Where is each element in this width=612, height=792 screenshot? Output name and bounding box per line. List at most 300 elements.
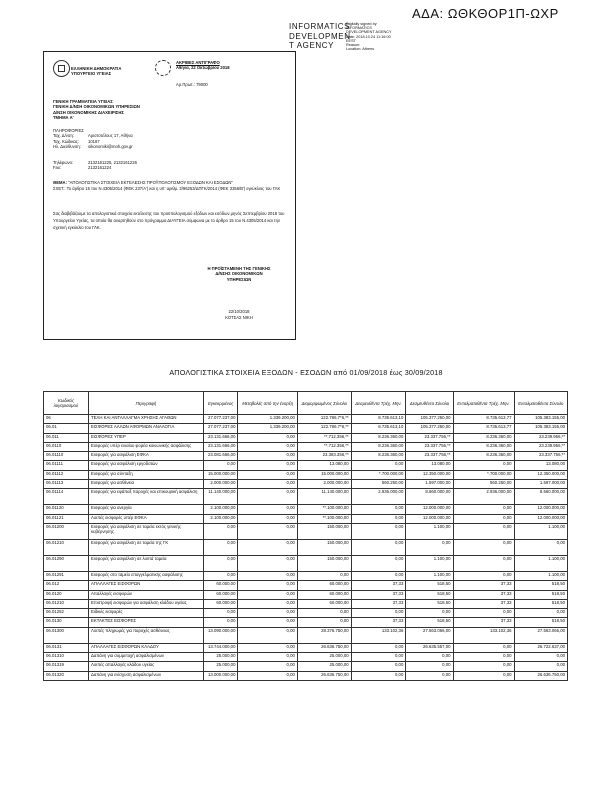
account-code: 06.0110 [44,442,89,451]
table-header-row [44,392,568,415]
amount-cell: 0,00 [238,480,297,489]
amount-cell: 8.236.360,00 [453,452,514,461]
amount-cell: 0,00 [514,662,568,671]
contact-row: ΠΛΗΡΟΦΟΡΙΕΣ [53,128,84,133]
amount-cell: 0,00 [453,653,514,662]
account-description: Εισφορές για ασφάλιση σε ταμεία εκτός γενικής κυβέρνησης [89,523,204,539]
amount-cell: 26.636.750,00 [297,643,351,652]
amount-cell: 1.100,00 [514,571,568,580]
amount-cell: 0,00 [351,514,406,523]
amount-cell: 23.383.356,** [297,452,351,461]
amount-cell: 12.000.000,00 [514,505,568,514]
table-row [44,539,568,555]
amount-cell: 0,00 [204,618,238,627]
account-code: 06.01121 [44,514,89,523]
amount-cell: 8.660.000,00 [406,489,453,505]
signature-title [194,266,284,282]
amount-cell: 8.236.360,00 [351,442,406,451]
amount-cell: 13.090.000,00 [204,627,238,643]
column-header: Κωδικός λογαριασμού [44,392,89,415]
amount-cell: 0,00 [351,609,406,618]
heading-line: ΥΠΟΥΡΓΕΙΟ ΥΓΕΙΑΣ [71,71,112,77]
amount-cell: 0,00 [238,442,297,451]
amount-cell: 13.744.000,00 [204,643,238,652]
amount-cell: 0,00 [204,523,238,539]
account-description: Απαλλαγές εισφορών [89,590,204,599]
phone-row: Fax: 2132161224 [53,165,112,171]
amount-cell: 133.102,36 [351,627,406,643]
account-description: ΑΠΑΛΛΑΓΕΣ ΕΙΣΦΟΡΩΝ ΚΛΑΔΟΥ [89,643,204,652]
account-code: 06.01120 [44,505,89,514]
amount-cell: 12.350.000,00 [514,470,568,479]
table-row [44,618,568,627]
heading-line: ΕΛΛΗΝΙΚΗ ΔΗΜΟΚΡΑΤΙΑ [71,66,122,71]
amount-cell: 0,00 [351,662,406,671]
amount-cell: 0,00 [238,555,297,571]
account-description: Εισφορές για ασφάλιση ΕΦΚΑ [89,452,204,461]
table-row [44,671,568,680]
financial-table [43,391,568,681]
amount-cell: *.700.000,00 [453,470,514,479]
account-description: ΤΕΛΗ ΚΑΙ ΑΝΤΑΛΛΑΓΜΑ ΧΡΗΣΗΣ ΑΓΑΘΩΝ [89,415,204,424]
amount-cell: 518,50 [406,590,453,599]
amount-cell: 8.236.360,00 [351,433,406,442]
account-code: 06 [44,415,89,424]
amount-cell: 0,00 [238,671,297,680]
amount-cell: 0,00 [238,618,297,627]
signature-line: DEVELOPMENT AGENCY [346,30,392,35]
amount-cell: 26.636.750,00 [514,671,568,680]
amount-cell: 37,33 [453,599,514,608]
amount-cell: 8.735.613,10 [351,424,406,433]
amount-cell: 13.080,00 [297,461,351,470]
amount-cell: 37,33 [453,581,514,590]
table-row [44,415,568,424]
amount-cell: 23.131.666,00 [204,442,238,451]
amount-cell: 0,00 [238,523,297,539]
account-code: 06.01319 [44,662,89,671]
amount-cell: 8.236.360,00 [453,442,514,451]
amount-cell: 60.000,00 [204,581,238,590]
amount-cell: 0,00 [514,609,568,618]
amount-cell: 2.100.000,00 [204,514,238,523]
account-code: 06.01200 [44,523,89,539]
amount-cell: 122.786.7*6,** [297,415,351,424]
table-row [44,643,568,652]
signature-title-line: ΥΠΗΡΕΣΙΩΝ [226,276,252,282]
table-row [44,505,568,514]
table-row [44,514,568,523]
amount-cell: 0,00 [238,653,297,662]
amount-cell: 0,00 [453,571,514,580]
phone-row: Τηλέφωνο: 2132161225, 2132161226 [53,160,137,165]
amount-cell: 0,00 [238,581,297,590]
amount-cell: 518,50 [406,599,453,608]
account-code: 06.01290 [44,555,89,571]
table-row [44,555,568,571]
amount-cell: 23.337.756,** [406,442,453,451]
amount-cell: 0,00 [238,599,297,608]
amount-cell: 0,00 [238,609,297,618]
amount-cell: 0,00 [351,523,406,539]
protocol-number: Αρ.Πρωτ.: 79000 [176,82,208,87]
account-code: 06.01310 [44,653,89,662]
amount-cell: 518,50 [514,599,568,608]
amount-cell: 0,00 [453,662,514,671]
amount-cell: 0,00 [453,523,514,539]
account-code: 06.01110 [44,452,89,461]
column-header: Εγκεκριμένος [204,392,238,415]
amount-cell: 15.000.000,00 [297,470,351,479]
amount-cell: 13.000.000,00 [204,671,238,680]
amount-cell: 105.383.155,00 [514,415,568,424]
amount-cell: 1.100,00 [406,555,453,571]
account-description: Εισφορές για ανεργία [89,505,204,514]
amount-cell: 0,00 [204,539,238,555]
account-description: ΕΙΣΦΟΡΕΣ ΑΛΛΩΝ ΑΦΟΡΜΩΝ ΑΝΑΛΟΓΙΑ [89,424,204,433]
amount-cell: 0,00 [351,653,406,662]
account-code: 06.01111 [44,461,89,470]
subject-block [53,180,289,185]
amount-cell: 0,00 [238,571,297,580]
amount-cell: **.712.356,** [297,433,351,442]
amount-cell: 1.100,00 [514,523,568,539]
amount-cell: 27.563.066,00 [514,627,568,643]
amount-cell: 37,33 [351,599,406,608]
amount-cell: 1.100,00 [406,523,453,539]
signature-line: Date: 2018.10.24 11:16:00 [346,34,391,39]
amount-cell: 60.000,00 [297,581,351,590]
amount-cell: 13.080,00 [514,461,568,470]
agency-line: INFORMATICS [289,22,351,31]
amount-cell: 0,00 [351,671,406,680]
amount-cell: 0,00 [453,671,514,680]
account-code: 06.01300 [44,627,89,643]
account-description: Εισφορές υπέρ ενιαίου φορέα κοινωνικής ασφάλισης [89,442,204,451]
column-header: Ενταλματοθέντα Τρέχ. Μην. [453,392,514,415]
amount-cell: 23.131.666,00 [204,433,238,442]
agency-line: T AGENCY [289,41,335,50]
account-description: Εισφορές για σύνταξη [89,470,204,479]
amount-cell: 0,00 [514,653,568,662]
amount-cell: **.100.000,00 [297,514,351,523]
signature-line: Reason: [346,43,361,48]
amount-cell: 105.377.250,00 [406,415,453,424]
amount-cell: 1.597.000,00 [406,480,453,489]
amount-cell: 0,00 [453,643,514,652]
signature-title-line: Δ/ΝΣΗΣ ΟΙΚΟΝΟΜΙΚΩΝ [215,271,263,277]
amount-cell: 8.660.000,00 [514,489,568,505]
amount-cell: 23.337.756,** [514,452,568,461]
amount-cell: 1.339.200,00 [238,424,297,433]
amount-cell: 15.000.000,00 [204,470,238,479]
amount-cell: 0,00 [406,653,453,662]
table-row [44,461,568,470]
column-header: Περιγραφή [89,392,204,415]
amount-cell: 23.239.956,** [514,442,568,451]
amount-cell: 37,33 [453,590,514,599]
amount-cell: 13.080,00 [406,461,453,470]
signature-date: 22/10/2018 [228,309,250,314]
amount-cell: 150.000,00 [297,523,351,539]
table-row [44,523,568,539]
subject-label: ΘΕΜΑ: [53,180,67,185]
account-description: Δαπάνη για ενίσχυση ασφαλισμένων [89,671,204,680]
amount-cell: 8.236.360,00 [453,433,514,442]
left-heading [71,66,121,77]
account-description: Εισφορές για ασθένεια [89,480,204,489]
amount-cell: 1.100,00 [406,571,453,580]
amount-cell: 0,00 [351,505,406,514]
amount-cell: 37,33 [351,590,406,599]
table-row [44,581,568,590]
amount-cell: 11.140.000,00 [297,489,351,505]
amount-cell: 8.236.360,00 [351,452,406,461]
amount-cell: 1.100,00 [514,555,568,571]
amount-cell: 60.000,00 [204,590,238,599]
copy-mark: ΑΚΡΙΒΕΣ ΑΝΤΙΓΡΑΦΟ [176,60,220,65]
account-description: Εισφορές για ασφάλιση εργοδοτών [89,461,204,470]
department-line: ΓΕΝΙΚΗ ΓΡΑΜΜΑΤΕΙΑ ΥΓΕΙΑΣ [53,99,113,104]
account-code: 06.0130 [44,618,89,627]
amount-cell: 1.597.000,00 [514,480,568,489]
letter-body: Σας διαβιβάζουμε τα απολογιστικά στοιχεία εκτέλεσης του προϋπολογισμού εξόδων και εσόδων μηνός Σεπτεμβρίου 2018 του Υπουργείου Υγείας, τα οποία θα αναρτηθούν στο πρόγραμμα ΔΙΑΥΓΕΙΑ σύμφωνα με το άρθρο 15 του Ν.4305/2014 και την σχετική εγκύκλιο του ΓΛΚ. [53,211,285,230]
account-description: Επιστροφή εισφορών για ασφάλιση κλάδου υγείας [89,599,204,608]
account-code: 06.0131 [44,643,89,652]
amount-cell: 0,00 [351,571,406,580]
amount-cell: 8.735.613,77 [453,424,514,433]
column-header: Δεσμευθέντα Τρέχ. Μην. [351,392,406,415]
amount-cell: 150.000,00 [297,555,351,571]
amount-cell: 0,00 [238,514,297,523]
amount-cell: 0,00 [238,433,297,442]
amount-cell: 0,00 [453,505,514,514]
amount-cell: **.712.356,** [297,442,351,451]
amount-cell: 25.000,00 [204,662,238,671]
amount-cell: 0,00 [238,461,297,470]
account-description: Εισφορές για ασφάλιση σε λοιπά ταμεία [89,555,204,571]
table-row [44,599,568,608]
account-description: Εισφορές για ασφάλιση σε ταμεία της ΓΚ [89,539,204,555]
department-line: ΓΕΝΙΚΗ Δ/ΝΣΗ ΟΙΚΟΝΟΜΙΚΩΝ ΥΠΗΡΕΣΙΩΝ [53,104,140,110]
amount-cell: *.700.000,00 [351,470,406,479]
account-description: Λοιπές εισφορές υπέρ ΕΦΚΑ [89,514,204,523]
contact-row: Ταχ. Κώδικας: 10187 [53,138,100,144]
amount-cell: 105.377.250,00 [406,424,453,433]
amount-cell: **.100.000,00 [297,505,351,514]
amount-cell: 2.000.000,00 [204,480,238,489]
amount-cell: 11.140.000,00 [204,489,238,505]
amount-cell: 0,00 [406,671,453,680]
amount-cell: 0,00 [406,609,453,618]
amount-cell: 518,50 [514,581,568,590]
amount-cell: 23.337.756,** [406,433,453,442]
table-row [44,470,568,479]
table-row [44,480,568,489]
phone-block [53,160,253,171]
table-row [44,433,568,442]
account-description: Δαπάνη για συμμετοχή ασφαλισμένων [89,653,204,662]
table-row [44,571,568,580]
account-code: 06.01320 [44,671,89,680]
amount-cell: 26.636.750,00 [297,671,351,680]
amount-cell: 105.383.155,00 [514,424,568,433]
amount-cell: 0,00 [453,555,514,571]
column-header: Διαμορφωμένος Σύνολο [297,392,351,415]
amount-cell: 0,00 [297,618,351,627]
signature-line: INFORMATICS [346,26,372,31]
column-header: Ενταλματοθέντα Σύνολο [514,392,568,415]
table-row [44,627,568,643]
cover-letter [43,51,296,340]
signature-line: EEST [346,38,356,43]
account-code: 06.01113 [44,480,89,489]
amount-cell: 0,00 [238,452,297,461]
account-code: 06.01252 [44,609,89,618]
account-code: 06.01210 [44,599,89,608]
amount-cell: 27.077.237,00 [204,424,238,433]
column-header: Μεταβολές από την έναρξη [238,392,297,415]
table-row [44,662,568,671]
amount-cell: 0,00 [204,461,238,470]
account-code: 06.011 [44,433,89,442]
amount-cell: 0,00 [238,627,297,643]
amount-cell: 37,33 [453,618,514,627]
amount-cell: 23.081.666,00 [204,452,238,461]
amount-cell: 0,00 [238,590,297,599]
signer-name: ΚΟΤΣΑΣ ΝΙΚΗ [225,315,253,320]
amount-cell: 0,00 [238,643,297,652]
greek-emblem-icon [53,60,70,77]
amount-cell: 60.000,00 [297,599,351,608]
amount-cell: 133.102,36 [453,627,514,643]
amount-cell: 0,00 [406,539,453,555]
department-line: Δ/ΝΣΗ ΟΙΚΟΝΟΜΙΚΗΣ ΔΙΑΧΕΙΡΙΣΗΣ [53,109,124,115]
table-row [44,452,568,461]
amount-cell: 560.250,00 [453,480,514,489]
account-code: 06.01210 [44,539,89,555]
table-row [44,489,568,505]
amount-cell: 0,00 [453,539,514,555]
letter-date: Αθήνα, 22 Οκτωβρίου 2018 [176,65,230,71]
amount-cell: 27.563.066,00 [406,627,453,643]
amount-cell: 25.000,00 [297,662,351,671]
amount-cell: 0,00 [297,609,351,618]
amount-cell: 0,00 [514,539,568,555]
ministry-logo-icon [155,60,171,76]
amount-cell: 0,00 [453,609,514,618]
account-description: ΕΙΣΦΟΡΕΣ ΥΠΕΡ [89,433,204,442]
account-description: Λοιπές πληρωμές για παροχές ασθένειας [89,627,204,643]
signature-line: Location: Athens [346,47,375,52]
amount-cell: 12.000.000,00 [514,514,568,523]
amount-cell: 0,00 [204,609,238,618]
amount-cell: 0,00 [453,461,514,470]
signature-title-line: Η ΠΡΟΪΣΤΑΜΕΝΗ ΤΗΣ ΓΕΝΙΚΗΣ [207,266,271,271]
table-row [44,442,568,451]
amount-cell: 0,00 [204,555,238,571]
amount-cell: 8.735.613,10 [351,415,406,424]
amount-cell: 0,00 [453,514,514,523]
amount-cell: 1.339.200,00 [238,415,297,424]
amount-cell: 150.000,00 [297,539,351,555]
amount-cell: 37,33 [351,618,406,627]
amount-cell: 8.735.613,77 [453,415,514,424]
amount-cell: 518,50 [514,618,568,627]
amount-cell: 0,00 [238,662,297,671]
amount-cell: 28.376.750,00 [297,627,351,643]
amount-cell: 60.000,00 [297,590,351,599]
ada-code: ΑΔΑ: ΩΘΚΘΟΡ1Π-ΩΧΡ [412,6,559,21]
amount-cell: 2.936.000,00 [351,489,406,505]
amount-cell: 0,00 [351,461,406,470]
department-block [53,99,140,121]
amount-cell: 37,33 [351,581,406,590]
account-description: Εισφορές για εφάπαξ παροχές και επικουρική ασφάλιση [89,489,204,505]
account-description: ΕΚΤΑΚΤΕΣ ΕΙΣΦΟΡΕΣ [89,618,204,627]
table-row [44,424,568,433]
amount-cell: 26.635.557,00 [406,643,453,652]
amount-cell: 0,00 [351,555,406,571]
account-code: 06.0120 [44,590,89,599]
account-description: Λοιπές απαλλαγές κλάδου υγείας [89,662,204,671]
table-row [44,653,568,662]
amount-cell: 23.337.756,** [406,452,453,461]
amount-cell: 60.000,00 [204,599,238,608]
table-row [44,609,568,618]
amount-cell: 0,00 [238,470,297,479]
column-header: Δεσμευθέντα Σύνολο [406,392,453,415]
amount-cell: 518,50 [406,581,453,590]
contact-row: Ταχ. Δ/νση: Αριστοτέλους 17, Αθήνα [53,133,133,139]
signature-line: Digitally signed by [346,22,377,26]
signer-agency [289,22,351,51]
amount-cell: 518,50 [514,590,568,599]
amount-cell: 25.000,00 [297,653,351,662]
account-code: 06.01 [44,424,89,433]
contact-row: Ηλ. Διεύθυνση: oikonomiki@moh.gov.gr [53,144,133,150]
reference-text: ΣΧΕΤ.: Το άρθρο 15 του Ν.4305/2014 (ΦΕΚ 237/Α') και η υπ' αριθμ. 2/96253/ΔΠΓΚ/2014 (ΦΕΚ 3356/Β') εγκύκλιος του ΓΛΚ [53,186,281,191]
amount-cell: 12.350.000,00 [406,470,453,479]
amount-cell: 518,50 [406,618,453,627]
amount-cell: 122.786.7*6,** [297,424,351,433]
agency-line: DEVELOPMEN [289,31,351,41]
amount-cell: 0,00 [238,505,297,514]
amount-cell: 560.250,00 [351,480,406,489]
report-title: ΑΠΟΛΟΓΙΣΤΙΚΑ ΣΤΟΙΧΕΙΑ ΕΞΟΔΩΝ - ΕΣΟΔΩΝ από 01/09/2018 έως 30/09/2018 [169,368,443,377]
account-description: ΑΠΑΛΛΑΓΕΣ ΕΙΣΦΟΡΩΝ [89,581,204,590]
account-code: 06.012 [44,581,89,590]
amount-cell: 0,00 [297,571,351,580]
account-code: 06.01291 [44,571,89,580]
right-heading [176,60,230,71]
amount-cell: 2.936.000,00 [453,489,514,505]
account-description: Εισφορές στο ταμείο επαγγελματικής ασφάλισης [89,571,204,580]
amount-cell: 27.077.237,00 [204,415,238,424]
account-code: 06.01112 [44,470,89,479]
amount-cell: 2.000.000,00 [297,480,351,489]
amount-cell: 0,00 [351,643,406,652]
amount-cell: 26.722.637,00 [514,643,568,652]
department-line: ΤΜΗΜΑ Α' [53,115,74,121]
amount-cell: 0,00 [204,571,238,580]
amount-cell: 2.100.000,00 [204,505,238,514]
contact-block [53,128,253,150]
amount-cell: 0,00 [238,489,297,505]
amount-cell: 25.000,00 [204,653,238,662]
amount-cell: 0,00 [238,539,297,555]
amount-cell: 0,00 [351,539,406,555]
